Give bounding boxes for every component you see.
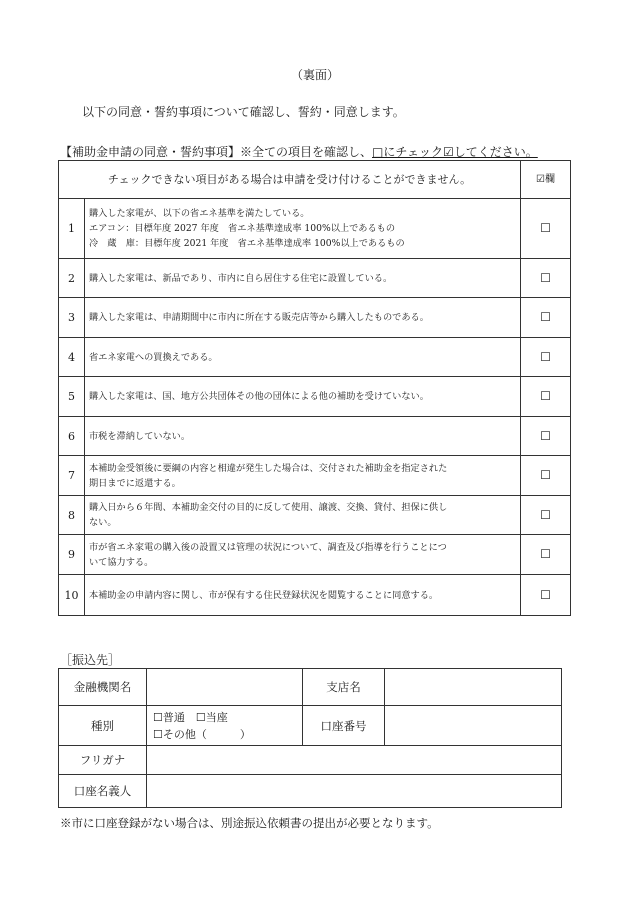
agreement-header-text: チェックできない項目がある場合は申請を受け付けることができません。 [59,161,521,199]
agreement-checkbox[interactable]: ☐ [521,535,571,575]
agreement-row-number: 10 [59,575,85,616]
branch-label: 支店名 [303,669,385,706]
agreement-row-number: 9 [59,535,85,575]
agreement-row-number: 6 [59,417,85,456]
agreement-row [59,535,571,575]
agreement-checkbox[interactable]: ☐ [521,456,571,496]
agreement-row-text [85,338,521,377]
account-number-label: 口座番号 [303,706,385,746]
furigana-label: フリガナ [59,746,147,775]
bank-row-furigana [59,746,562,775]
agreement-row-text [85,417,521,456]
agreement-row-text [85,575,521,616]
agreement-checkbox[interactable]: ☐ [521,496,571,535]
agreement-checkbox[interactable]: ☐ [521,575,571,616]
agreement-text-line: 本補助金受領後に要綱の内容と相違が発生した場合は、交付された補助金を指定された [89,462,448,474]
holder-field[interactable] [147,775,562,808]
furigana-field[interactable] [147,746,562,775]
agreement-row-text [85,456,521,496]
agreement-row-number: 4 [59,338,85,377]
agreement-row-text [85,298,521,338]
agreement-text-line: 購入した家電が、以下の省エネ基準を満たしている。 [89,208,310,219]
agreement-checkbox[interactable]: ☐ [521,298,571,338]
bank-table [58,668,562,808]
bank-section-label: ［振込先］ [60,653,121,667]
agreement-text-line: 市が省エネ家電の購入後の設置又は管理の状況について、調査及び指導を行うことにつ [89,541,447,553]
type-label: 種別 [59,706,147,746]
account-number-field[interactable] [385,706,562,746]
agreement-checkbox[interactable]: ☐ [521,259,571,298]
agreement-row [59,456,571,496]
agreement-row-number: 8 [59,496,85,535]
institution-field[interactable] [147,669,303,706]
agreement-row-number: 3 [59,298,85,338]
agreement-header-row [59,161,571,199]
agreement-text-line: エアコン：目標年度 2027 年度 省エネ基準達成率 100%以上であるもの [89,223,396,234]
agreement-row [59,199,571,259]
agreement-text-line: 購入日から６年間、本補助金交付の目的に反して使用、譲渡、交換、貸付、担保に供し [89,502,448,513]
section-title-suffix: □にチェック☑してください。 [372,145,538,159]
bank-row-institution [59,669,562,706]
type-options-line1[interactable]: ☐普通 ☐当座 [153,710,228,724]
agreement-text-line: 期日までに返還する。 [89,477,181,489]
bank-row-type [59,706,562,746]
agreement-checkbox[interactable]: ☐ [521,417,571,456]
agreement-row-text [85,259,521,298]
branch-field[interactable] [385,669,562,706]
agreement-row [59,298,571,338]
agreement-row-text [85,199,521,259]
agreement-row [59,417,571,456]
agreement-text-line: 本補助金の申請内容に関し、市が保有する住民登録状況を閲覧することに同意する。 [89,589,439,601]
agreement-text-line: いて協力する。 [89,556,154,568]
type-options[interactable] [147,706,303,746]
agreement-text-line: 購入した家電は、新品であり、市内に自ら居住する住宅に設置している。 [89,272,393,284]
agreement-row-text [85,496,521,535]
type-options-line2[interactable]: ☐その他（ ） [153,727,251,741]
agreement-row [59,259,571,298]
agreement-text-line: ない。 [89,517,117,528]
agreement-text-line: 購入した家電は、申請期間中に市内に所在する販売店等から購入したものである。 [89,312,429,323]
agreement-row [59,575,571,616]
agreement-row [59,338,571,377]
agreement-checkbox[interactable]: ☐ [521,338,571,377]
agreement-text-line: 省エネ家電への買換えである。 [89,351,218,363]
agreement-text-line: 購入した家電は、国、地方公共団体その他の団体による他の補助を受けていない。 [89,391,429,402]
agreement-row-number: 5 [59,377,85,417]
section-title [60,143,538,160]
page-heading: （裏面） [290,68,339,82]
agreement-text-line: 市税を滞納していない。 [89,430,191,442]
institution-label: 金融機関名 [59,669,147,706]
intro-text: 以下の同意・誓約事項について確認し、誓約・同意します。 [82,105,405,119]
agreement-text-line: 冷 蔵 庫：目標年度 2021 年度 省エネ基準達成率 100%以上であるもの [89,238,405,249]
agreement-checkbox[interactable]: ☐ [521,377,571,417]
agreement-row-number: 1 [59,199,85,259]
bank-row-holder [59,775,562,808]
agreement-row-number: 2 [59,259,85,298]
agreement-checkbox[interactable]: ☐ [521,199,571,259]
section-title-prefix: 【補助金申請の同意・誓約事項】※全ての項目を確認し、 [60,145,373,159]
footnote: ※市に口座登録がない場合は、別途振込依頼書の提出が必要となります。 [60,816,439,830]
agreement-row [59,377,571,417]
agreement-row-text [85,377,521,417]
holder-label: 口座名義人 [59,775,147,808]
agreement-table [58,160,571,616]
agreement-header-check: ☑欄 [521,161,571,199]
agreement-row [59,496,571,535]
agreement-row-text [85,535,521,575]
agreement-row-number: 7 [59,456,85,496]
